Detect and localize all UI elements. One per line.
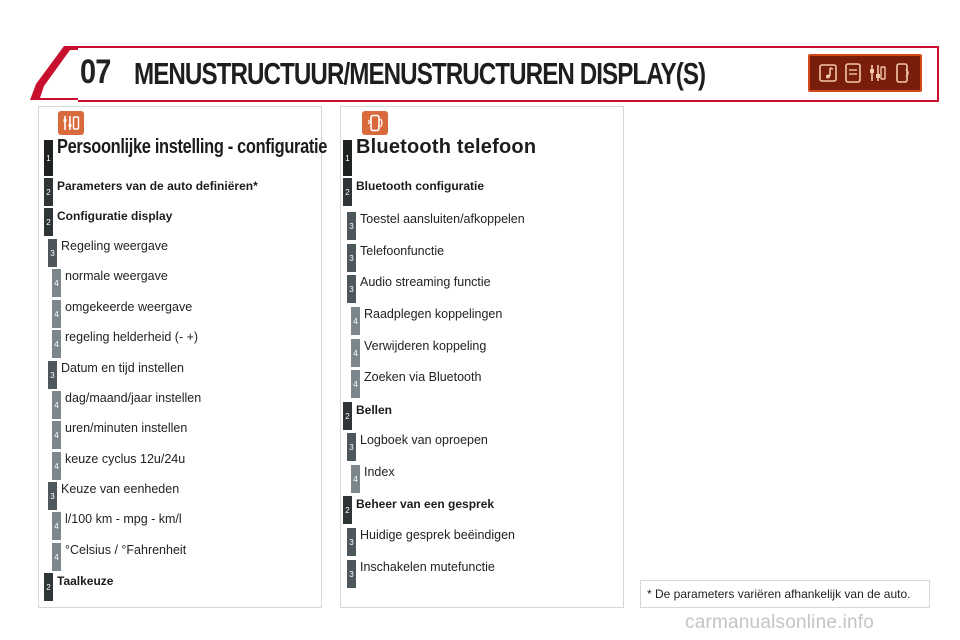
settings-level-marker: 4 (52, 421, 61, 449)
settings-level-marker: 3 (48, 239, 57, 267)
bluetooth-level-marker: 3 (347, 212, 356, 240)
bluetooth-level-marker: 3 (347, 244, 356, 272)
settings-menu-item: uren/minuten instellen (65, 421, 188, 435)
watermark: carmanualsonline.info (685, 612, 875, 633)
bluetooth-menu-item: Bluetooth telefoon (356, 136, 537, 158)
bluetooth-menu-item: Bluetooth configuratie (356, 179, 484, 193)
settings-level-marker: 4 (52, 543, 61, 571)
header-rule-top (64, 46, 939, 48)
bluetooth-level-marker: 2 (343, 178, 352, 206)
footnote: * De parameters variëren afhankelijk van de auto. (640, 580, 930, 608)
settings-menu-item: Taalkeuze (57, 574, 114, 588)
settings-menu-item: regeling helderheid (- +) (65, 330, 199, 344)
bluetooth-menu-item: Huidige gesprek beëindigen (360, 528, 515, 542)
bluetooth-menu-item: Beheer van een gesprek (356, 497, 495, 511)
bluetooth-level-marker: 4 (351, 465, 360, 493)
settings-level-marker: 2 (44, 573, 53, 601)
settings-level-marker: 4 (52, 452, 61, 480)
settings-menu-item: Configuratie display (57, 209, 173, 223)
settings-level-marker: 1 (44, 140, 53, 176)
settings-menu-item: dag/maand/jaar instellen (65, 391, 202, 405)
settings-level-marker: 4 (52, 330, 61, 358)
header-rule-right (937, 46, 939, 102)
media-icon (843, 61, 863, 85)
phone-icon (892, 61, 912, 85)
bluetooth-level-marker: 2 (343, 402, 352, 430)
chapter-tab (0, 44, 132, 102)
bluetooth-level-marker: 4 (351, 307, 360, 335)
settings-menu-item: keuze cyclus 12u/24u (65, 452, 186, 466)
bluetooth-menu-item: Toestel aansluiten/afkoppelen (360, 212, 525, 226)
bluetooth-level-marker: 4 (351, 339, 360, 367)
bluetooth-level-marker: 1 (343, 140, 352, 176)
bluetooth-level-marker: 3 (347, 433, 356, 461)
settings-menu-item: l/100 km - mpg - km/l (65, 512, 182, 526)
settings-menu-item: Keuze van eenheden (61, 482, 180, 496)
bluetooth-level-marker: 2 (343, 496, 352, 524)
chapter-number: 07 (80, 53, 111, 91)
settings-level-marker: 4 (52, 300, 61, 328)
settings-level-marker: 4 (52, 391, 61, 419)
settings-menu-item: Parameters van de auto definiëren* (57, 179, 258, 193)
bluetooth-level-marker: 3 (347, 528, 356, 556)
header-rule (78, 100, 939, 102)
settings-menu-item: °Celsius / °Fahrenheit (65, 543, 187, 557)
settings-menu-item: normale weergave (65, 269, 168, 283)
settings-level-marker: 4 (52, 512, 61, 540)
bluetooth-level-marker: 3 (347, 275, 356, 303)
bluetooth-menu-item: Bellen (356, 403, 393, 417)
bluetooth-menu-item: Audio streaming functie (360, 275, 491, 289)
page-title: MENUSTRUCTUUR/MENUSTRUCTUREN DISPLAY(S) (134, 56, 706, 91)
settings-level-marker: 2 (44, 208, 53, 236)
settings-menu-item: Regeling weergave (61, 239, 169, 253)
settings-menu-item: omgekeerde weergave (65, 300, 193, 314)
menu-icon-strip (808, 54, 922, 92)
settings-level-marker: 4 (52, 269, 61, 297)
bluetooth-level-marker: 3 (347, 560, 356, 588)
bluetooth-menu-item: Zoeken via Bluetooth (364, 370, 482, 384)
bluetooth-menu-item: Raadplegen koppelingen (364, 307, 503, 321)
settings-icon (58, 111, 84, 135)
settings-level-marker: 2 (44, 178, 53, 206)
music-note-icon (818, 61, 838, 85)
bluetooth-menu-item: Verwijderen koppeling (364, 339, 487, 353)
bluetooth-level-marker: 4 (351, 370, 360, 398)
bluetooth-menu-item: Index (364, 465, 395, 479)
bluetooth-menu-item: Inschakelen mutefunctie (360, 560, 495, 574)
bluetooth-menu-item: Telefoonfunctie (360, 244, 445, 258)
bluetooth-menu-item: Logboek van oproepen (360, 433, 488, 447)
settings-menu-item: Datum en tijd instellen (61, 361, 184, 375)
phone-icon (362, 111, 388, 135)
settings-level-marker: 3 (48, 482, 57, 510)
settings-level-marker: 3 (48, 361, 57, 389)
settings-menu-item: Persoonlijke instelling - configuratie (57, 136, 328, 158)
settings-icon (867, 61, 887, 85)
